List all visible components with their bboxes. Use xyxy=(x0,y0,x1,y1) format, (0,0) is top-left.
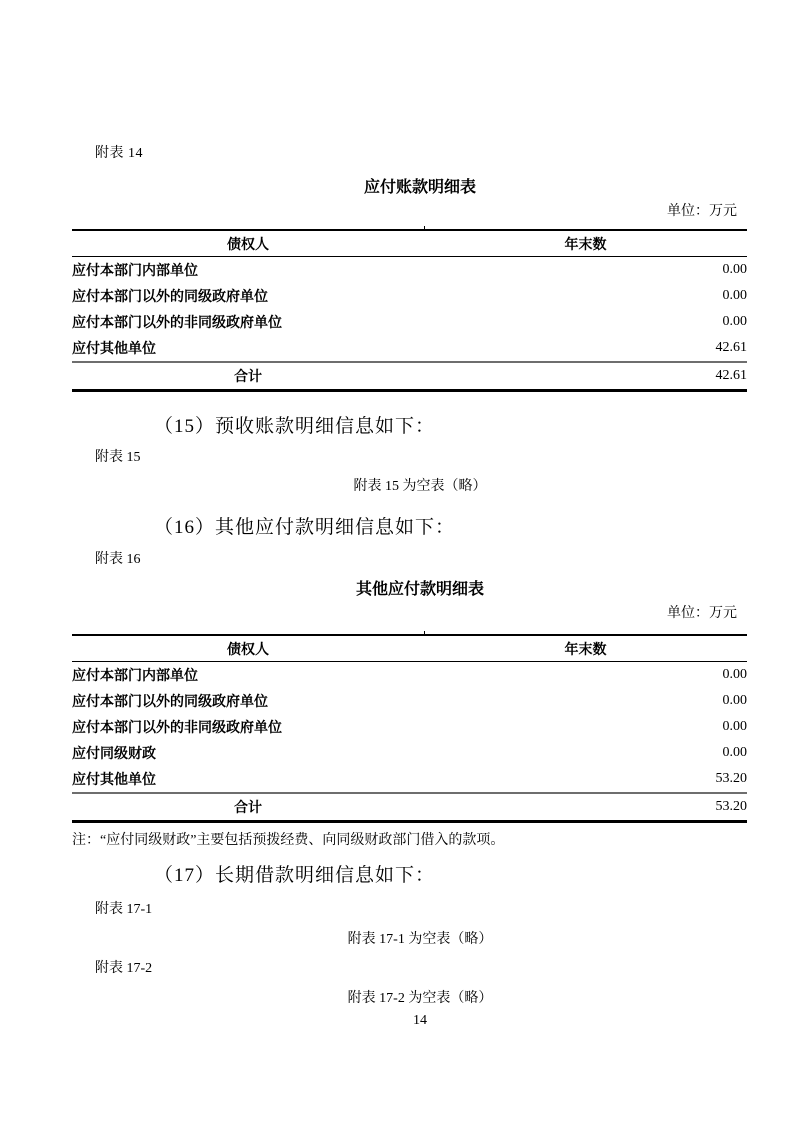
table16-col-creditor: 债权人 xyxy=(72,635,424,662)
table-row xyxy=(72,257,747,284)
row-value: 0.00 xyxy=(722,667,747,682)
appendix-15-label: 附表 15 xyxy=(95,450,141,465)
appendix-14-label: 附表 14 xyxy=(95,146,143,161)
unit-label-table14: 单位：万元 xyxy=(667,204,737,219)
table14-total-row xyxy=(72,362,747,391)
column-divider-tick xyxy=(424,226,425,230)
table-row xyxy=(72,714,747,740)
page-number: 14 xyxy=(413,1013,427,1028)
row-label: 应付本部门以外的同级政府单位 xyxy=(72,288,268,304)
table16-col-year-end: 年末数 xyxy=(424,635,747,662)
row-label: 应付本部门以外的非同级政府单位 xyxy=(72,314,282,330)
table16-total-row xyxy=(72,793,747,822)
other-payables-table xyxy=(72,634,747,823)
table-row xyxy=(72,335,747,362)
table16-footnote: 注：“应付同级财政”主要包括预拨经费、向同级财政部门借入的款项。 xyxy=(72,833,505,848)
table14-col-year-end: 年末数 xyxy=(424,230,747,257)
row-value: 0.00 xyxy=(722,719,747,734)
other-payables-table-title: 其他应付款明细表 xyxy=(355,581,484,598)
row-label: 应付本部门以外的非同级政府单位 xyxy=(72,719,282,735)
column-divider-tick xyxy=(424,631,425,635)
table14-header-row xyxy=(72,230,747,257)
row-label: 应付其他单位 xyxy=(72,771,156,787)
appendix-17-2-label: 附表 17-2 xyxy=(95,961,153,976)
section-15-heading: （15）预收账款明细信息如下： xyxy=(154,416,436,437)
row-value: 0.00 xyxy=(722,262,747,277)
row-label: 应付同级财政 xyxy=(72,745,156,761)
unit-label-table16: 单位：万元 xyxy=(667,606,737,621)
row-label: 应付本部门以外的同级政府单位 xyxy=(72,693,268,709)
row-value: 53.20 xyxy=(715,771,747,786)
table14-col-creditor: 债权人 xyxy=(72,230,424,257)
table-row xyxy=(72,309,747,335)
row-label: 应付本部门内部单位 xyxy=(72,667,198,683)
table-row xyxy=(72,740,747,766)
row-value: 0.00 xyxy=(722,314,747,329)
table-row xyxy=(72,662,747,689)
accounts-payable-table xyxy=(72,229,747,392)
row-label: 应付本部门内部单位 xyxy=(72,262,198,278)
table16-header-row xyxy=(72,635,747,662)
row-label: 应付其他单位 xyxy=(72,340,156,356)
appendix-15-empty-note: 附表 15 为空表（略） xyxy=(353,479,487,494)
table-row xyxy=(72,688,747,714)
section-17-heading: （17）长期借款明细信息如下： xyxy=(154,865,436,886)
appendix-16-label: 附表 16 xyxy=(95,552,141,567)
table-row xyxy=(72,766,747,793)
total-label: 合计 xyxy=(72,362,424,391)
row-value: 0.00 xyxy=(722,693,747,708)
section-16-heading: （16）其他应付款明细信息如下： xyxy=(154,517,456,538)
row-value: 42.61 xyxy=(715,340,747,355)
total-value: 53.20 xyxy=(424,793,747,822)
row-value: 0.00 xyxy=(722,745,747,760)
appendix-17-1-empty-note: 附表 17-1 为空表（略） xyxy=(347,932,493,947)
table-row xyxy=(72,283,747,309)
appendix-17-2-empty-note: 附表 17-2 为空表（略） xyxy=(347,991,493,1006)
total-value: 42.61 xyxy=(424,362,747,391)
row-value: 0.00 xyxy=(722,288,747,303)
accounts-payable-table-title: 应付账款明细表 xyxy=(363,179,476,196)
appendix-17-1-label: 附表 17-1 xyxy=(95,902,153,917)
total-label: 合计 xyxy=(72,793,424,822)
